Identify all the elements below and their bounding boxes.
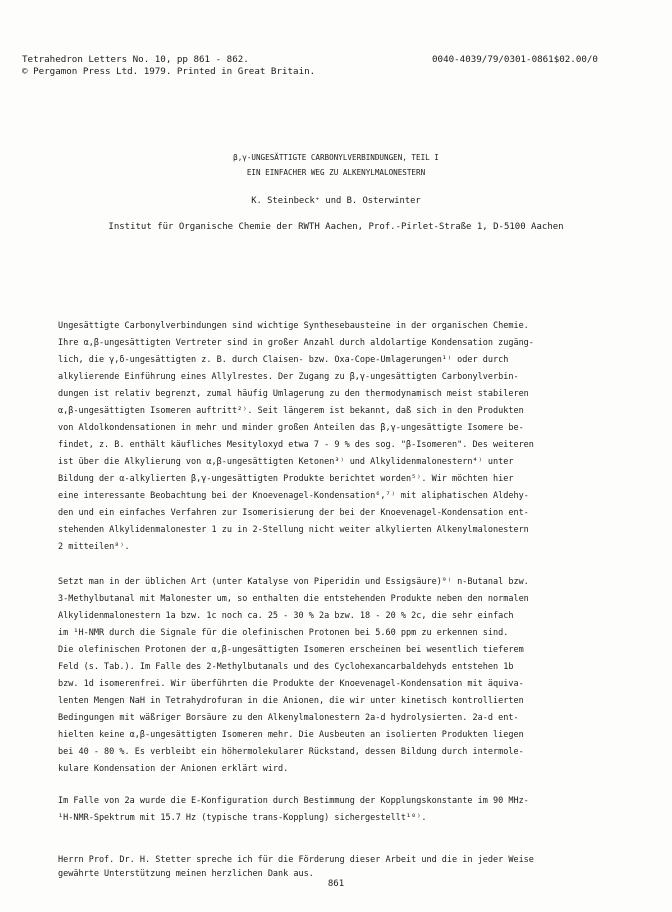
text-line: Die olefinischen Protonen der α,β-ungesättigten Isomeren erscheinen bei wesentlich tieferem	[58, 645, 524, 655]
text-line: Im Falle von 2a wurde die E-Konfiguration durch Bestimmung der Kopplungskonstante im 90 MHz-	[58, 796, 529, 806]
text-line: lich, die γ,δ-ungesättigten z. B. durch Claisen- bzw. Oxa-Cope-Umlagerungen¹⁾ oder durch	[58, 355, 509, 365]
text-line: den und ein einfaches Verfahren zur Isomerisierung der bei der Knoevenagel-Kondensation ent-	[58, 508, 529, 518]
paragraph-2	[58, 574, 638, 778]
text-line: gewährte Unterstützung meinen herzlichen Dank aus.	[58, 869, 314, 879]
text-line: stehenden Alkylidenmalonester 1 zu in 2-Stellung nicht weiter alkylierten Alkenylmalonestern	[58, 525, 529, 535]
text-line: bzw. 1d isomerenfrei. Wir überführten die Produkte der Knoevenagel-Kondensation mit äquiva-	[58, 679, 524, 689]
text-line: kulare Kondensation der Anionen erklärt wird.	[58, 764, 289, 774]
institution: Institut für Organische Chemie der RWTH Aachen, Prof.-Pirlet-Straße 1, D-5100 Aachen	[108, 222, 564, 232]
text-line: Bildung der α-alkylierten β,γ-ungesättigten Produkte berichtet worden⁵⁾. Wir möchten hier	[58, 474, 514, 484]
journal-header	[22, 54, 315, 78]
acknowledgement	[58, 853, 638, 881]
text-line: ¹H-NMR-Spektrum mit 15.7 Hz (typische trans-Kopplung) sichergestellt¹⁰⁾.	[58, 813, 427, 823]
journal-citation: Tetrahedron Letters No. 10, pp 861 - 862.	[22, 54, 249, 65]
text-line: Bedingungen mit wäßriger Borsäure zu den Alkenylmalonestern 2a-d hydrolysierten. 2a-d ent-	[58, 713, 519, 723]
text-line: im ¹H-NMR durch die Signale für die olefinischen Protonen bei 5.60 ppm zu erkennen sind.	[58, 628, 509, 638]
text-line: Feld (s. Tab.). Im Falle des 2-Methylbutanals und des Cyclohexancarbaldehyds entstehen 1b	[58, 662, 514, 672]
paragraph-1	[58, 318, 638, 556]
text-line: lenten Mengen NaH in Tetrahydrofuran in die Anionen, die wir unter kinetisch kontrollierten	[58, 696, 524, 706]
copyright-line: © Pergamon Press Ltd. 1979. Printed in Great Britain.	[22, 66, 316, 77]
text-line: α,β-ungesättigten Isomeren auftritt²⁾. Seit längerem ist bekannt, daß sich in den Produkten	[58, 406, 524, 416]
text-line: dungen ist relativ begrenzt, zumal häufig Umlagerung zu den thermodynamisch meist stabileren	[58, 389, 529, 399]
paragraph-3	[58, 793, 638, 827]
page-number: 861	[327, 879, 345, 889]
text-line: bei 40 - 80 %. Es verbleibt ein höhermolekularer Rückstand, dessen Bildung durch intermole-	[58, 747, 524, 757]
text-line: Setzt man in der üblichen Art (unter Katalyse von Piperidin und Essigsäure)⁹⁾ n-Butanal bzw.	[58, 577, 529, 587]
text-line: alkylierende Einführung eines Allylrestes. Der Zugang zu β,γ-ungesättigten Carbonylverbin-	[58, 372, 519, 382]
text-line: eine interessante Beobachtung bei der Knoevenagel-Kondensation⁶,⁷⁾ mit aliphatischen Aldehy-	[58, 491, 529, 501]
text-line: von Aldolkondensationen in mehr und minder großen Anteilen das β,γ-ungesättigte Isomere be-	[58, 423, 524, 433]
text-line: Ungesättigte Carbonylverbindungen sind wichtige Synthesebausteine in der organischen Chemie.	[58, 321, 529, 331]
text-line: Herrn Prof. Dr. H. Stetter spreche ich für die Förderung dieser Arbeit und die in jeder Weise	[58, 855, 534, 865]
authors: K. Steinbeck⁺ und B. Osterwinter	[251, 196, 421, 206]
text-line: ist über die Alkylierung von α,β-ungesättigten Ketonen³⁾ und Alkylidenmalonestern⁴⁾ unter	[58, 457, 514, 467]
article-code: 0040-4039/79/0301-0861$02.00/0	[432, 54, 598, 65]
text-line: Alkylidenmalonestern 1a bzw. 1c noch ca. 25 - 30 % 2a bzw. 18 - 20 % 2c, die sehr einfach	[58, 611, 514, 621]
text-line: 2 mitteilen⁸⁾.	[58, 542, 130, 552]
article-title-line-1: β,γ-UNGESÄTTIGTE CARBONYLVERBINDUNGEN, TEIL I	[233, 153, 439, 162]
text-line: findet, z. B. enthält käufliches Mesityloxyd etwa 7 - 9 % des sog. "β-Isomeren". Des weiteren	[58, 440, 534, 450]
text-line: hielten keine α,β-ungesättigten Isomeren mehr. Die Ausbeuten an isolierten Produkten liegen	[58, 730, 524, 740]
article-title-line-2: EIN EINFACHER WEG ZU ALKENYLMALONESTERN	[246, 168, 426, 177]
text-line: 3-Methylbutanal mit Malonester um, so enthalten die entstehenden Produkte neben den normalen	[58, 594, 529, 604]
text-line: Ihre α,β-ungesättigten Vertreter sind in großer Anzahl durch aldolartige Kondensation zugäng-	[58, 338, 534, 348]
